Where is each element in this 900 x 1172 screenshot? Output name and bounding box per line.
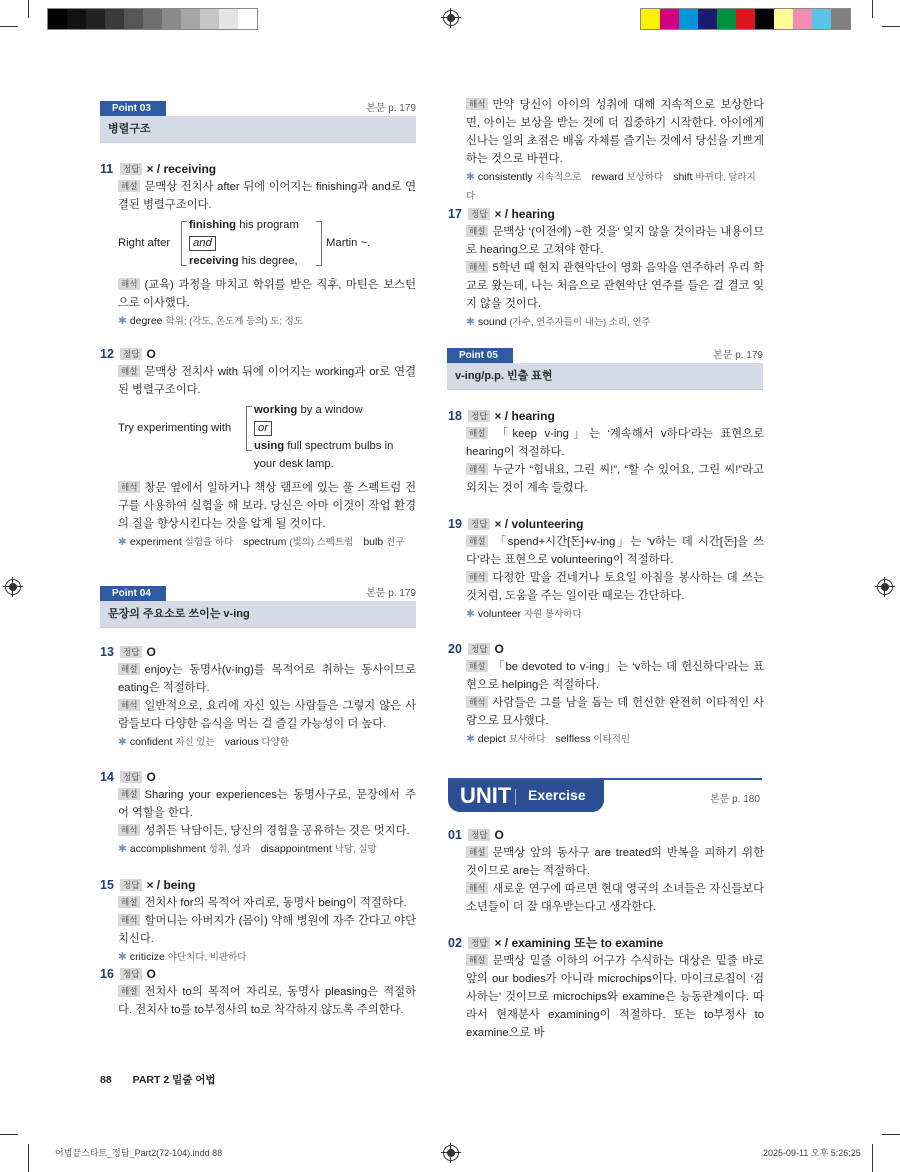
vocabulary-line [466,605,764,624]
color-swatch [86,9,105,29]
item-body [448,952,764,1042]
label-answer: 정답 [468,518,490,530]
paragraph-text: 문맥상 전치사 with 뒤에 이어지는 working과 or로 연결된 병렬구조이다. [118,366,416,396]
crop-mark [0,26,18,27]
explanation-paragraph [466,461,764,497]
diagram-lead: Right after [118,237,171,249]
parallel-element: receiving [189,255,239,267]
item-header [100,160,416,178]
item-number: 20 [448,642,462,656]
explanation-paragraph [118,363,416,399]
paragraph-text: 문맥상 전치사 after 뒤에 이어지는 finishing과 and로 연결된 병렬구조이다. [118,181,416,211]
paragraph-text: 문맥상 앞의 동사구 are treated의 반복을 피하기 위한 것이므로 are는 적절하다. [466,847,764,877]
vocab-meaning: 묘사하다 [508,734,546,745]
slug-timestamp: 2025-09-11 오후 5:26:25 [763,1148,861,1158]
unit-word: UNIT [460,783,512,808]
color-swatch [660,9,679,29]
label-translate: 해석 [466,261,488,273]
answer-text: × / hearing [494,409,555,423]
crop-mark [0,1134,18,1135]
explanation-paragraph [466,96,764,168]
asterisk-icon: ✱ [118,951,127,963]
color-swatch [67,9,86,29]
label-explain: 해설 [466,427,488,439]
registration-mark-icon [443,1145,459,1161]
label-explain: 해설 [118,985,140,997]
label-answer: 정답 [468,829,490,841]
explanation-paragraph [118,276,416,312]
diagram-lines [254,401,393,473]
vocab-meaning: 바뀌다, 달라지다 [466,172,756,202]
answer-text: × / hearing [494,207,555,221]
label-translate: 해석 [466,696,488,708]
label-explain: 해설 [118,896,140,908]
item-body [448,96,764,206]
item-body [448,658,764,749]
answer-text: O [494,642,504,656]
label-translate: 해석 [118,824,140,836]
paragraph-text: 「keep v-ing」는 ‘계속해서 v하다’라는 표현으로 hearing이 적절하다. [466,428,764,458]
parallel-structure-diagram [118,401,416,473]
color-swatch [143,9,162,29]
answer-item [448,640,764,749]
part-title: PART 2 밑줄 어법 [132,1074,216,1086]
diagram-lines [189,216,299,270]
label-explain: 해설 [466,954,488,966]
answer-text: O [146,347,156,361]
item-header [100,768,416,786]
diagram-line [189,216,299,234]
vocab-word: degree [129,315,166,327]
item-body [100,661,416,752]
bracket [316,221,322,266]
diagram-line [254,455,393,473]
label-answer: 정답 [120,163,142,175]
label-translate: 해석 [118,278,140,290]
crop-mark [872,1144,873,1172]
explanation-paragraph [118,697,416,733]
label-answer: 정답 [120,968,142,980]
vocab-meaning: 보상하다 [626,172,664,183]
label-answer: 정답 [120,348,142,360]
asterisk-icon: ✱ [118,736,127,748]
explanation-paragraph [118,894,416,912]
vocabulary-line [118,733,416,752]
crop-mark [28,1144,29,1172]
vocab-meaning: 지속적으로 [535,172,582,183]
label-explain: 해설 [118,788,140,800]
item-body [448,223,764,332]
explanation-paragraph [466,425,764,461]
label-translate: 해석 [118,699,140,711]
answer-item [448,96,764,206]
gray-color-bar [47,8,258,30]
asterisk-icon: ✱ [118,536,127,548]
paragraph-text: 사람들은 그를 남을 돕는 데 헌신한 완전히 이타적인 사람으로 묘사했다. [466,697,764,727]
asterisk-icon: ✱ [118,843,127,855]
explanation-paragraph [466,658,764,694]
vocab-meaning: 학위; (각도, 온도계 등의) 도; 정도 [165,316,304,327]
item-number: 17 [448,207,462,221]
asterisk-icon: ✱ [466,171,475,183]
line-text: your desk lamp. [254,458,334,470]
asterisk-icon: ✱ [466,733,475,745]
conjunction-box: and [189,236,216,251]
explanation-paragraph [466,694,764,730]
color-swatch [831,9,850,29]
label-answer: 정답 [468,643,490,655]
vocab-meaning: 전구 [386,537,405,548]
vocabulary-line [118,312,416,331]
vocab-word: selfless [555,733,594,745]
item-header [448,205,764,223]
label-explain: 해설 [118,180,140,192]
paragraph-text: 새로운 연구에 따르면 현대 영국의 소녀들은 자신들보다 소년들이 더 잘 대우받는다고 생각한다. [466,883,764,913]
label-translate: 해석 [118,481,140,493]
color-swatch [755,9,774,29]
vocab-word: volunteer [477,608,524,620]
color-swatch [48,9,67,29]
divider [515,789,516,805]
parallel-element: finishing [189,219,237,231]
diagram-tail: Martin ~. [326,237,371,249]
paragraph-text: Sharing your experiences는 동명사구로, 문장에서 주어 역할을 한다. [118,789,416,819]
point-tab: Point 04 [100,586,166,601]
vocab-word: shift [673,171,696,183]
paragraph-text: 일반적으로, 요리에 자신 있는 사람들은 그렇지 않은 사람들보다 다양한 음식을 먹는 걸 즐길 가능성이 더 높다. [118,700,416,730]
vocab-word: consistently [477,171,536,183]
diagram-line [189,252,299,270]
item-number: 18 [448,409,462,423]
color-swatch [162,9,181,29]
vocab-meaning: 야단치다, 비판하다 [167,952,247,963]
registration-mark-icon [443,10,459,26]
line-text: his program [236,219,299,231]
page-reference: 본문 p. 179 [366,103,416,114]
label-answer: 정답 [468,410,490,422]
answer-item [100,160,416,331]
answer-item [100,643,416,752]
item-number: 14 [100,770,114,784]
vocab-word: bulb [363,536,387,548]
color-swatch [812,9,831,29]
vocab-word: reward [591,171,627,183]
item-body [100,178,416,331]
paragraph-text: 누군가 “힘내요, 그린 씨!”, “할 수 있어요, 그린 씨!”라고 외치는 것이 계속 들렸다. [466,464,764,494]
parallel-element: using [254,440,285,452]
paragraph-text: 다정한 말을 건네거나 토요일 아침을 봉사하는 데 쓰는 것처럼, 도움을 주는 일이란 때로는 간단하다. [466,572,764,602]
paragraph-text: 「be devoted to v-ing」는 ‘v하는 데 헌신하다’라는 표현으로 helping은 적절하다. [466,661,764,691]
point-05-header [447,345,763,390]
item-body [100,983,416,1019]
slug-filename: 어법끝스타트_정답_Part2(72-104).indd 88 [55,1148,223,1158]
diagram-line [254,437,393,455]
vocab-meaning: 성취, 성과 [208,844,251,855]
parallel-element: working [254,404,298,416]
asterisk-icon: ✱ [466,608,475,620]
paragraph-text: 문맥상 밑줄 이하의 어구가 수식하는 대상은 밑줄 바로 앞의 our bodies가 아니라 microchips이다. 마이크로칩이 ‘검사하는’ 것이므로 microchips와 examine은 능동관계이다. 따라서 현재분사 examining이 적절하다. 또는 to부정사 to examine으로 바 [466,955,764,1039]
label-explain: 해설 [466,660,488,672]
explanation-paragraph [118,661,416,697]
registration-mark-icon [5,579,21,595]
color-swatch [105,9,124,29]
process-color-bar [640,8,851,30]
vocab-meaning: 실험을 하다 [184,537,234,548]
point-tab: Point 05 [447,348,513,363]
unit-exercise-banner [448,780,604,812]
answer-item [448,407,764,497]
item-body [448,533,764,624]
vocab-meaning: 자원 봉사하다 [523,609,582,620]
color-swatch [717,9,736,29]
answer-text: × / being [146,878,196,892]
vocab-word: sound [477,316,510,328]
item-header [448,826,764,844]
item-number: 19 [448,517,462,531]
answer-item [448,826,764,916]
explanation-paragraph [118,983,416,1019]
paragraph-text: 성취든 낙담이든, 당신의 경험을 공유하는 것은 멋지다. [144,825,410,837]
vocab-meaning: 자신 있는 [175,737,215,748]
color-swatch [679,9,698,29]
item-number: 12 [100,347,114,361]
vocab-word: accomplishment [129,843,209,855]
label-answer: 정답 [468,208,490,220]
answer-text: × / volunteering [494,517,584,531]
paragraph-text: 창문 옆에서 일하거나 책상 램프에 있는 풀 스펙트럼 전구를 사용하여 실험을 해 보라. 당신은 아마 이것이 작업 환경의 질을 향상시킨다는 것을 알게 될 것이다. [118,482,416,530]
page-reference: 본문 p. 180 [710,794,760,805]
vocabulary-line [466,313,764,332]
explanation-paragraph [118,479,416,533]
crop-mark [872,0,873,18]
paragraph-text: 문맥상 ‘(이전에) ~한 것을’ 잊지 않을 것이라는 내용이므로 hearing으로 고쳐야 한다. [466,226,764,256]
diagram-lead: Try experimenting with [118,422,232,434]
registration-mark-icon [877,579,893,595]
asterisk-icon: ✱ [466,316,475,328]
explanation-paragraph [466,880,764,916]
explanation-paragraph [466,223,764,259]
item-header [448,934,764,952]
color-swatch [200,9,219,29]
explanation-paragraph [466,952,764,1042]
page-reference: 본문 p. 179 [713,350,763,361]
point-title: 병렬구조 [100,116,416,143]
explanation-paragraph [118,912,416,948]
explanation-paragraph [466,569,764,605]
asterisk-icon: ✱ [118,315,127,327]
answer-item [448,934,764,1042]
paragraph-text: 전치사 to의 목적어 자리로, 동명사 pleasing은 적절하다. 전치사 to를 to부정사의 to로 착각하지 않도록 주의한다. [118,986,416,1016]
paragraph-text: (교육) 과정을 마치고 학위를 받은 직후, 마틴은 보스턴으로 이사했다. [118,279,416,309]
item-body [448,425,764,497]
line-text: by a window [297,404,363,416]
page-number: 88 [100,1074,112,1086]
label-translate: 해석 [466,98,488,110]
color-swatch [181,9,200,29]
explanation-paragraph [466,844,764,880]
page-footer [100,1072,216,1087]
vocab-word: depict [477,733,509,745]
paragraph-text: 할머니는 아버지가 (몸이) 약해 병원에 자주 간다고 야단치신다. [118,915,416,945]
point-04-header [100,583,416,628]
answer-text: O [146,645,156,659]
vocab-word: criticize [129,951,168,963]
vocabulary-line [466,730,764,749]
label-translate: 해석 [466,463,488,475]
vocab-word: confident [129,736,176,748]
item-header [448,407,764,425]
label-answer: 정답 [468,937,490,949]
label-explain: 해설 [466,846,488,858]
item-number: 11 [100,162,114,176]
line-text: full spectrum bulbs in [284,440,394,452]
explanation-paragraph [118,786,416,822]
diagram-line [254,419,393,437]
vocabulary-line [466,168,764,206]
vocab-meaning: 이타적인 [593,734,631,745]
bracket [246,406,252,451]
answer-item [100,768,416,859]
crop-mark [882,1134,900,1135]
vocab-word: experiment [129,536,185,548]
label-explain: 해설 [118,663,140,675]
answer-item [100,876,416,967]
item-number: 15 [100,878,114,892]
item-header [100,345,416,363]
item-number: 01 [448,828,462,842]
item-header [448,640,764,658]
item-body [100,894,416,967]
label-explain: 해설 [466,225,488,237]
paragraph-text: 5학년 때 현지 관현악단이 영화 음악을 연주하러 우리 학교로 왔는데, 나는 처음으로 관현악단 연주를 들은 걸 결코 잊지 않을 것이다. [466,262,764,310]
diagram-line [254,401,393,419]
answer-text: × / examining 또는 to examine [494,936,664,950]
item-body [100,363,416,552]
answer-item [100,965,416,1019]
diagram-line [189,234,299,252]
paragraph-text: 「spend+시간[돈]+v-ing」는 ‘v하는 데 시간[돈]을 쓰다’라는 표현으로 volunteering이 적절하다. [466,536,764,566]
item-header [100,876,416,894]
label-explain: 해설 [118,365,140,377]
label-explain: 해설 [466,535,488,547]
color-swatch [238,9,257,29]
label-answer: 정답 [120,879,142,891]
answer-text: O [494,828,504,842]
label-translate: 해석 [118,914,140,926]
answer-item [448,515,764,624]
explanation-paragraph [118,822,416,840]
label-answer: 정답 [120,771,142,783]
line-text: his degree, [238,255,298,267]
answer-item [448,205,764,332]
vocab-meaning: 낙담, 실망 [334,844,377,855]
item-body [100,786,416,859]
vocabulary-line [118,533,416,552]
vocab-meaning: 다양한 [261,737,290,748]
label-answer: 정답 [120,646,142,658]
item-number: 13 [100,645,114,659]
item-number: 16 [100,967,114,981]
vocab-word: spectrum [243,536,290,548]
point-03-header [100,98,416,143]
parallel-structure-diagram [118,216,416,270]
crop-mark [28,0,29,18]
page-reference: 본문 p. 179 [366,588,416,599]
vocab-meaning: (가수, 연주자들이 내는) 소리, 연주 [509,317,651,328]
answer-text: O [146,770,156,784]
item-header [100,965,416,983]
paragraph-text: 전치사 for의 목적어 자리로, 동명사 being이 적절하다. [144,897,407,909]
color-swatch [698,9,717,29]
paragraph-text: 만약 당신이 아이의 성취에 대해 지속적으로 보상한다면, 아이는 보상을 받는 것에 더 집중하기 시작한다. 아이에게 신나는 일의 초점은 배움 자체를 즐기는 것에서 당신을 기쁘게 하는 것으로 바뀐다. [466,99,764,165]
label-translate: 해석 [466,571,488,583]
answer-item [100,345,416,552]
answer-text: O [146,967,156,981]
color-swatch [124,9,143,29]
color-swatch [219,9,238,29]
item-body [448,844,764,916]
color-swatch [793,9,812,29]
conjunction-box: or [254,421,272,436]
color-swatch [641,9,660,29]
unit-label: Exercise [528,787,586,803]
vocab-meaning: (빛의) 스펙트럼 [289,537,354,548]
item-header [448,515,764,533]
color-swatch [774,9,793,29]
item-header [100,643,416,661]
crop-mark [882,26,900,27]
bracket [181,221,187,266]
color-swatch [736,9,755,29]
point-title: v-ing/p.p. 빈출 표현 [447,363,763,390]
explanation-paragraph [466,259,764,313]
label-translate: 해석 [466,882,488,894]
explanation-paragraph [118,178,416,214]
answer-text: × / receiving [146,162,217,176]
vocabulary-line [118,840,416,859]
explanation-paragraph [466,533,764,569]
vocab-word: disappointment [260,843,335,855]
paragraph-text: enjoy는 동명사(v-ing)를 목적어로 취하는 동사이므로 eating은 적절하다. [118,664,416,694]
point-tab: Point 03 [100,101,166,116]
vocab-word: various [224,736,262,748]
item-number: 02 [448,936,462,950]
point-title: 문장의 주요소로 쓰이는 v-ing [100,601,416,628]
